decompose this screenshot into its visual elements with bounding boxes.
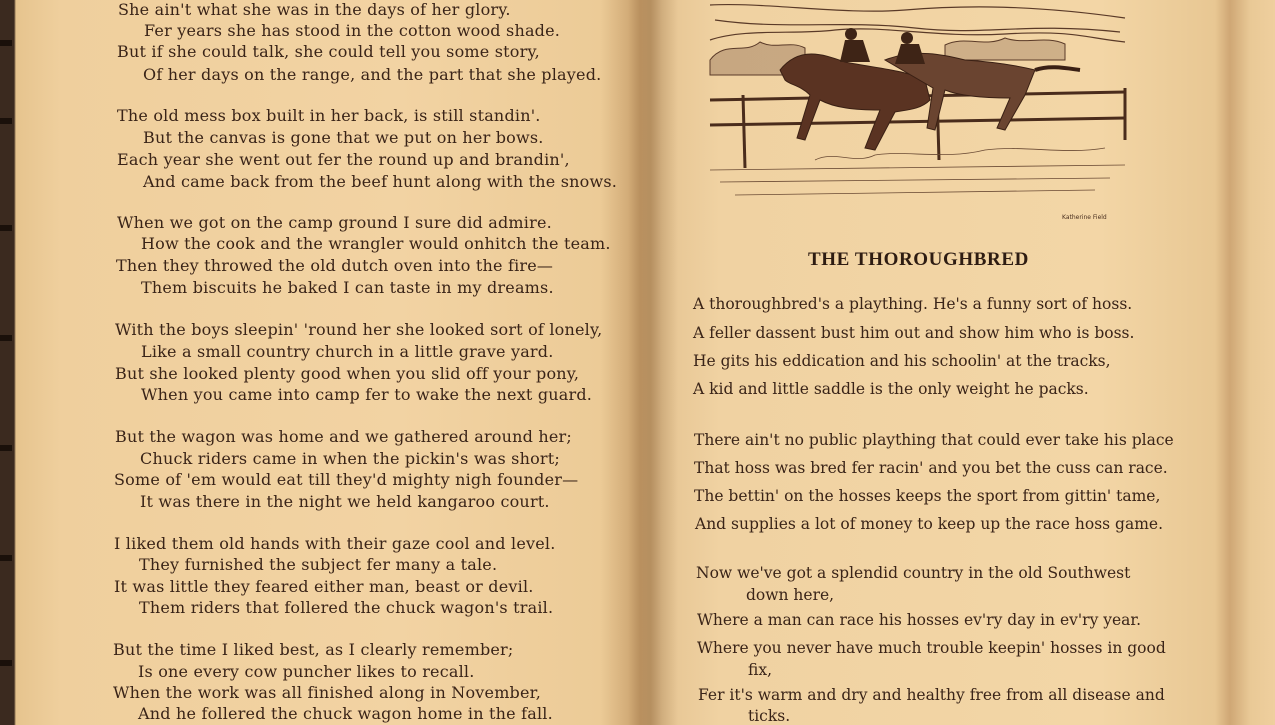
poem-line: And came back from the beef hunt along with the snows. <box>143 172 618 191</box>
poem-line: And he follered the chuck wagon home in the fall. <box>138 704 553 723</box>
poem-line: Fer it's warm and dry and healthy free from all disease and <box>698 686 1165 704</box>
poem-line: But the wagon was home and we gathered around her; <box>115 427 572 446</box>
poem-line: But the canvas is gone that we put on her bows. <box>143 128 544 147</box>
poem-line: There ain't no public plaything that could ever take his place <box>694 431 1174 449</box>
poem-line: The bettin' on the hosses keeps the sport from gittin' tame, <box>694 487 1161 505</box>
poem-title: THE THOROUGHBRED <box>808 249 1029 270</box>
poem-line: Now we've got a splendid country in the old Southwest <box>696 564 1131 582</box>
poem-line: Each year she went out fer the round up and brandin', <box>117 150 570 169</box>
poem-line: Fer years she has stood in the cotton wood shade. <box>144 21 561 40</box>
poem-line: It was there in the night we held kangaroo court. <box>140 492 550 511</box>
poem-line: Of her days on the range, and the part that she played. <box>143 65 602 84</box>
poem-line: Where a man can race his hosses ev'ry day in ev'ry year. <box>697 611 1142 629</box>
poem-line: That hoss was bred fer racin' and you bet the cuss can race. <box>694 459 1168 477</box>
poem-line: When you came into camp fer to wake the next guard. <box>141 385 593 404</box>
poem-line: Some of 'em would eat till they'd mighty nigh founder— <box>114 470 579 489</box>
illustration-sky <box>710 5 1125 42</box>
poem-line: A kid and little saddle is the only weight he packs. <box>693 380 1089 398</box>
poem-line: They furnished the subject fer many a tale. <box>139 555 498 574</box>
poem-line: ticks. <box>748 707 791 725</box>
poem-line: fix, <box>748 661 773 679</box>
poem-line: She ain't what she was in the days of her glory. <box>118 0 511 19</box>
illustration-ground <box>710 148 1125 195</box>
poem-line: He gits his eddication and his schoolin' at the tracks, <box>693 352 1111 370</box>
poem-line: When the work was all finished along in November, <box>113 683 542 702</box>
racing-horses-illustration <box>705 0 1130 210</box>
poem-line: Is one every cow puncher likes to recall. <box>138 662 475 681</box>
illustration-jockeys <box>840 28 925 64</box>
poem-line: But if she could talk, she could tell you some story, <box>117 42 540 61</box>
poem-line: Then they throwed the old dutch oven into the fire— <box>116 256 554 275</box>
poem-line: It was little they feared either man, beast or devil. <box>114 577 534 596</box>
poem-line: But she looked plenty good when you slid off your pony, <box>115 364 580 383</box>
poem-line: Chuck riders came in when the pickin's was short; <box>140 449 560 468</box>
poem-line: The old mess box built in her back, is still standin'. <box>117 106 541 125</box>
poem-line: When we got on the camp ground I sure did admire. <box>117 213 552 232</box>
poem-line: A thoroughbred's a plaything. He's a funny sort of hoss. <box>693 295 1133 313</box>
poem-line: Like a small country church in a little grave yard. <box>141 342 554 361</box>
poem-line: I liked them old hands with their gaze cool and level. <box>114 534 556 553</box>
poem-line: A feller dassent bust him out and show him who is boss. <box>693 324 1135 342</box>
poem-line: With the boys sleepin' 'round her she looked sort of lonely, <box>115 320 603 339</box>
poem-line: down here, <box>746 586 835 604</box>
poem-line: Them biscuits he baked I can taste in my dreams. <box>141 278 554 297</box>
poem-line: Where you never have much trouble keepin' hosses in good <box>697 639 1166 657</box>
illustrator-signature: Katherine Field <box>1062 214 1107 221</box>
poem-line: Them riders that follered the chuck wagon's trail. <box>139 598 554 617</box>
poem-line: And supplies a lot of money to keep up the race hoss game. <box>695 515 1164 533</box>
poem-line: How the cook and the wrangler would onhitch the team. <box>141 234 611 253</box>
poem-line: But the time I liked best, as I clearly remember; <box>113 640 514 659</box>
